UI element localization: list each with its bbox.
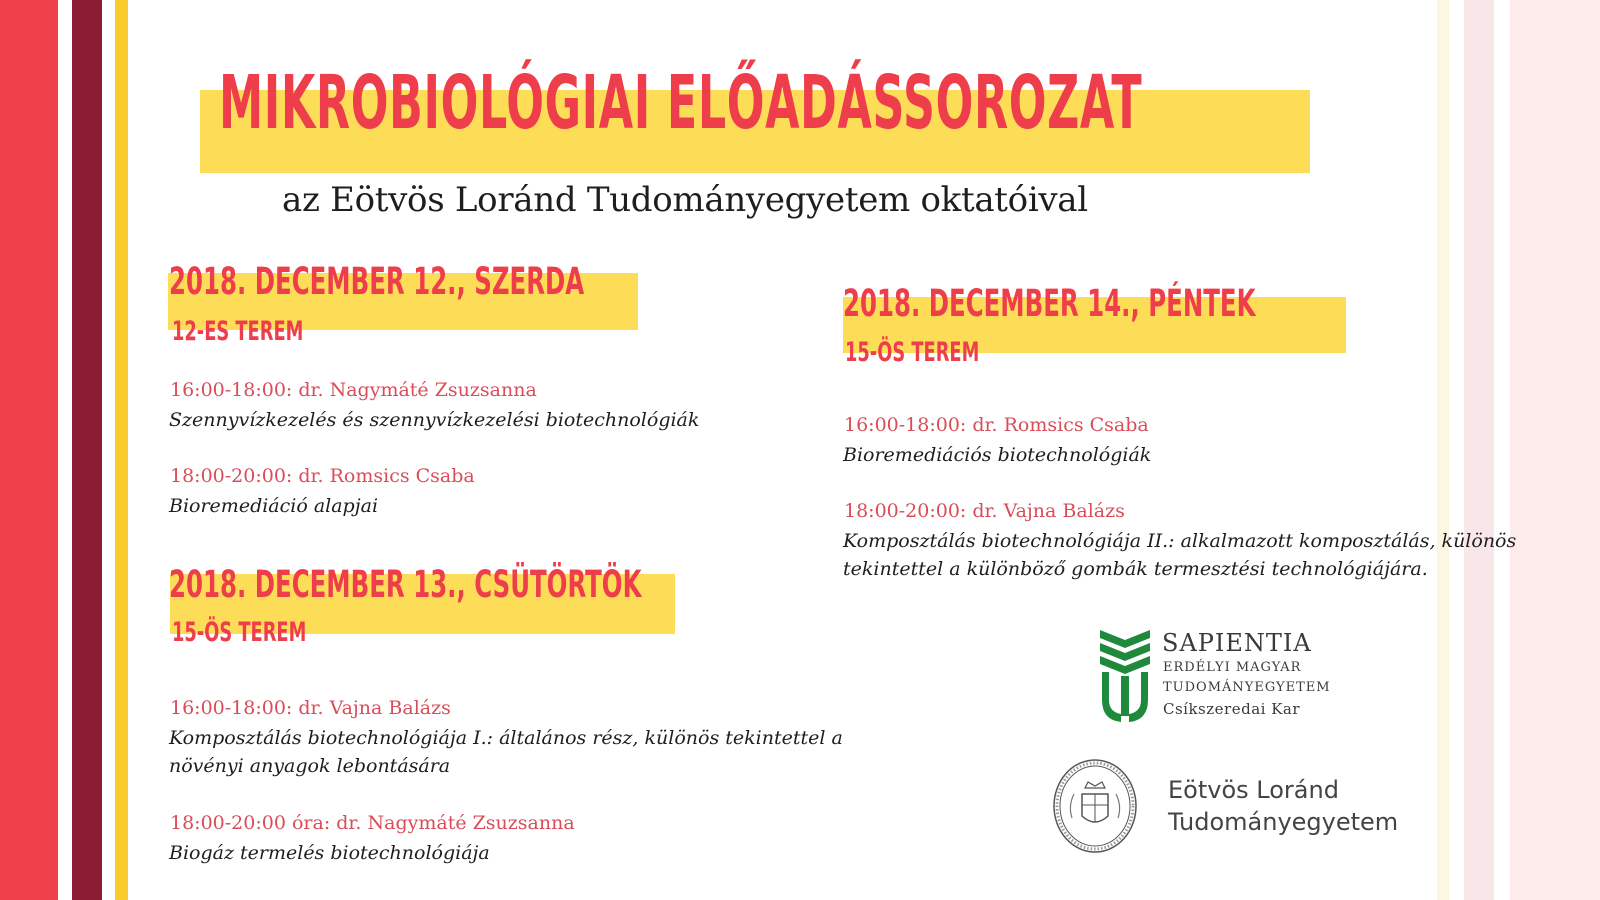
sapientia-name: SAPIENTIA [1162,629,1312,657]
day2-session2-topic: Biogáz termelés biotechnológiája [169,842,490,864]
day3-session2-topic-line2: tekintettel a különböző gombák termesztési technológiájára. [843,558,1428,580]
elte-seal-icon [1052,758,1138,854]
day1-session1-time: 16:00-18:00: dr. Nagymáté Zsuzsanna [170,379,537,401]
day1-date: 2018. DECEMBER 12., SZERDA [169,260,585,303]
day2-session1-time: 16:00-18:00: dr. Vajna Balázs [170,697,451,719]
day2-session2-time: 18:00-20:00 óra: dr. Nagymáté Zsuzsanna [170,812,575,834]
left-stripe-red [0,0,58,900]
day2-session1-topic-line1: Komposztálás biotechnológiája I.: általános rész, különös tekintettel a [169,727,843,749]
day1-room: 12-ES TEREM [172,316,304,347]
right-stripe-pink [1464,0,1494,900]
elte-name-line1: Eötvös Loránd [1168,776,1339,804]
day3-session2-topic-line1: Komposztálás biotechnológiája II.: alkalmazott komposztálás, különös [843,530,1517,552]
day2-date: 2018. DECEMBER 13., CSÜTÖRTÖK [169,563,642,606]
day2-room: 15-ÖS TEREM [172,617,307,648]
day1-session2-time: 18:00-20:00: dr. Romsics Csaba [170,465,475,487]
left-stripe-maroon [72,0,102,900]
day3-session2-time: 18:00-20:00: dr. Vajna Balázs [844,500,1125,522]
day3-session1-time: 16:00-18:00: dr. Romsics Csaba [844,414,1149,436]
day1-session1-topic: Szennyvízkezelés és szennyvízkezelési biotechnológiák [169,409,700,431]
day3-session1-topic: Bioremediációs biotechnológiák [843,444,1152,466]
sapientia-logo-icon [1100,630,1150,722]
left-stripe-yellow [115,0,128,900]
sapientia-line1: ERDÉLYI MAGYAR [1163,660,1302,675]
page-title: MIKROBIOLÓGIAI ELŐADÁSSOROZAT [219,60,1143,146]
day3-room: 15-ÖS TEREM [845,337,980,368]
sapientia-line3: Csíkszeredai Kar [1163,700,1301,718]
page-subtitle: az Eötvös Loránd Tudományegyetem oktatóival [282,180,1088,220]
right-stripe-blush [1510,0,1600,900]
right-stripe-cream [1437,0,1449,900]
sapientia-line2: TUDOMÁNYEGYETEM [1163,680,1331,695]
elte-name-line2: Tudományegyetem [1168,808,1399,836]
day1-session2-topic: Bioremediáció alapjai [169,495,379,517]
day2-session1-topic-line2: növényi anyagok lebontására [169,755,451,777]
day3-date: 2018. DECEMBER 14., PÉNTEK [843,282,1256,325]
